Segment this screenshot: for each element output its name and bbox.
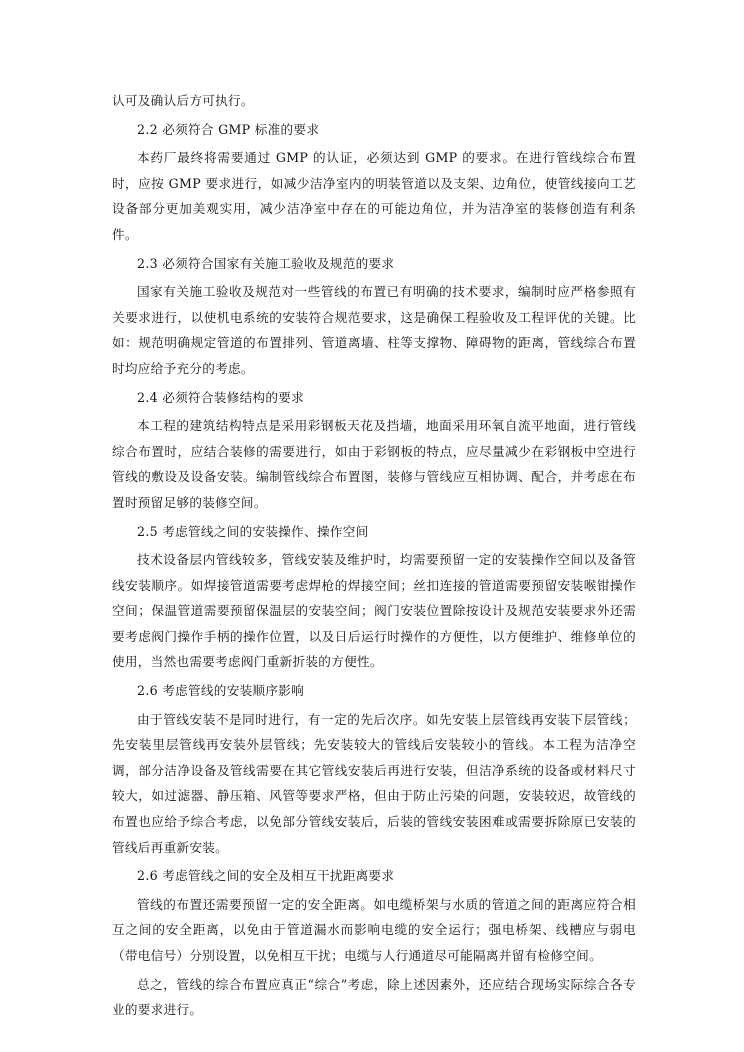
paragraph-gmp: 本药厂最终将需要通过 GMP 的认证，必须达到 GMP 的要求。在进行管线综合布置时，应按 GMP 要求进行，如减少洁净室内的明装管道以及支架、边角位，使管线接向工艺设备部分更加美观实用，减少洁净室中存在的可能边角位，并为洁净室的装修创造有利条件。 [112, 150, 636, 242]
section-heading-2-6-safety: 2.6 考虑管线之间的安全及相互干扰距离要求 [137, 868, 395, 884]
paragraph-safety-distance: 管线的布置还需要预留一定的安全距离。如电缆桥架与水质的管道之间的距离应符合相互之间的安全距离，以免由于管道漏水而影响电缆的安全运行；强电桥架、线槽应与弱电（带电信号）分别设置，以免相互干扰；电缆与人行通道尽可能隔离并留有检修空间。 [112, 896, 636, 963]
paragraph-installation-space: 技术设备层内管线较多，管线安装及维护时，均需要预留一定的安装操作空间以及备管线安装顺序。如焊接管道需要考虑焊枪的焊接空间；丝扣连接的管道需要预留安装喉钳操作空间；保温管道需要预留保温层的安装空间；阀门安装位置除按设计及规范安装要求外还需要考虑阀门操作手柄的操作位置，以及日后运行时操作的方便性，以方便维护、维修单位的使用，当然也需要考虑阀门重新折装的方便性。 [112, 552, 636, 670]
section-heading-2-4: 2.4 必须符合装修结构的要求 [137, 389, 305, 405]
section-heading-2-6-order: 2.6 考虑管线的安装顺序影响 [137, 683, 305, 699]
paragraph-installation-order: 由于管线安装不是同时进行，有一定的先后次序。如先安装上层管线再安装下层管线；先安装里层管线再安装外层管线；先安装较大的管线后安装较小的管线。本工程为洁净空调，部分洁净设备及管线需要在其它管线安装后再进行安装，但洁净系统的设备或材料尺寸较大，如过滤器、静压箱、风管等要求严格，但由于防止污染的问题，安装较迟，故管线的布置也应给予综合考虑，以免部分管线安装后，后装的管线安装困难或需要拆除原已安装的管线后再重新安装。 [112, 711, 636, 855]
paragraph-conclusion: 总之，管线的综合布置应真正“综合”考虑，除上述因素外，还应结合现场实际综合各专业的要求进行。 [112, 976, 636, 1018]
paragraph-decoration-structure: 本工程的建筑结构特点是采用彩钢板天花及挡墙，地面采用环氧自流平地面，进行管线综合布置时，应结合装修的需要进行，如由于彩钢板的特点，应尽量减少在彩钢板中空进行管线的敷设及设备安装。编制管线综合布置图，装修与管线应互相协调、配合，并考虑在布置时预留足够的装修空间。 [112, 418, 636, 510]
paragraph-national-standards: 国家有关施工验收及规范对一些管线的布置已有明确的技术要求，编制时应严格参照有关要求进行，以使机电系统的安装符合规范要求，这是确保工程验收及工程评优的关键。比如：规范明确规定管道的布置排列、管道离墙、柱等支撑物、障碍物的距离，管线综合布置时均应给予充分的考虑。 [112, 284, 636, 376]
document-page [112, 88, 636, 1023]
paragraph-continued: 认可及确认后方可执行。 [112, 93, 254, 108]
section-heading-2-2: 2.2 必须符合 GMP 标准的要求 [137, 121, 320, 137]
section-heading-2-5: 2.5 考虑管线之间的安装操作、操作空间 [137, 523, 369, 539]
section-heading-2-3: 2.3 必须符合国家有关施工验收及规范的要求 [137, 255, 395, 271]
